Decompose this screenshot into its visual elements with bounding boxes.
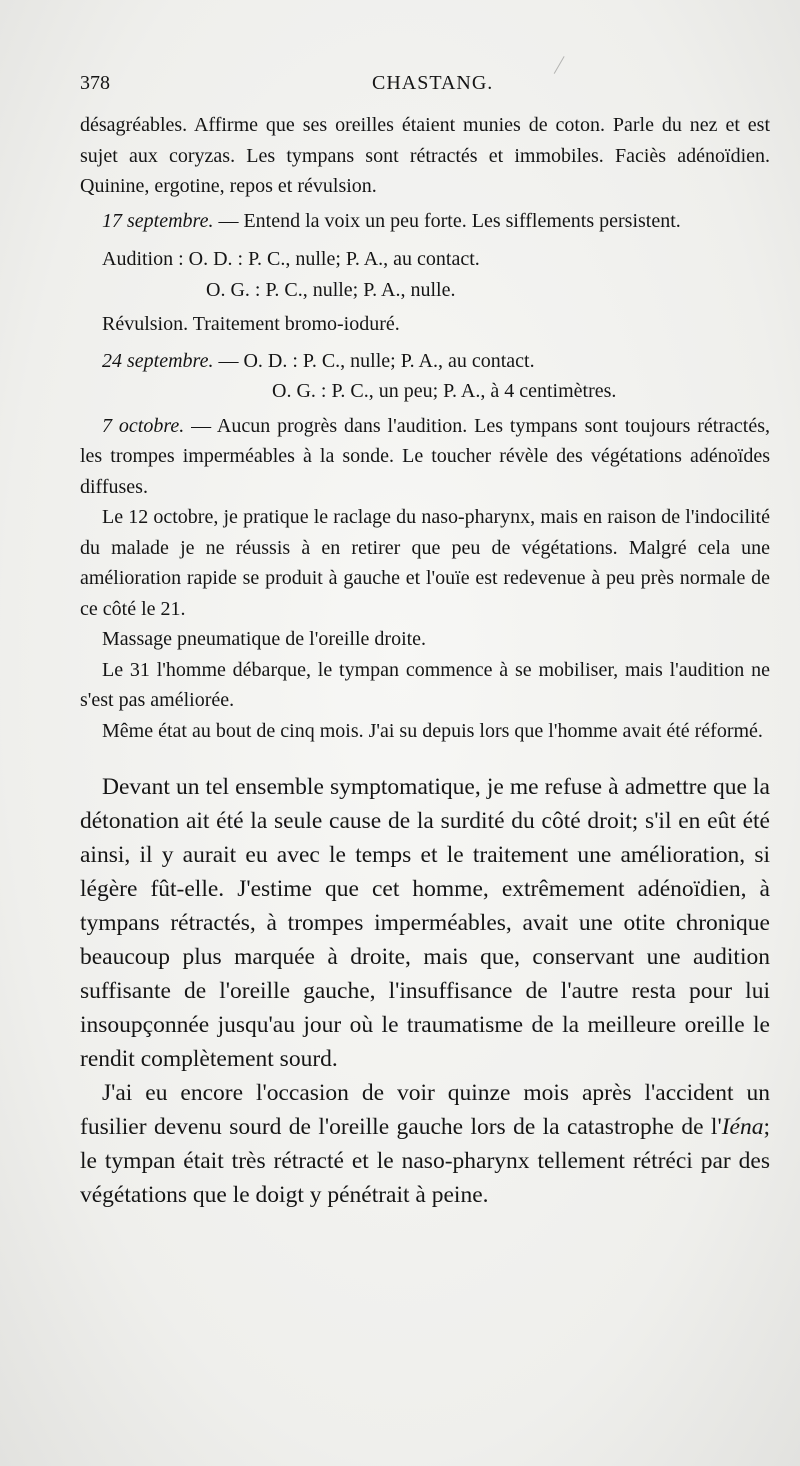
- paragraph-meme-etat: Même état au bout de cinq mois. J'ai su depuis lors que l'homme avait été réformé.: [102, 719, 763, 742]
- paragraph-31: Le 31 l'homme débarque, le tympan commence à se mobiliser, mais l'audition ne s'est pas améliorée.: [80, 658, 770, 711]
- paragraph-7-octobre: [80, 411, 770, 503]
- paragraph-discussion: Devant un tel ensemble symptomatique, je me refuse à admettre que la détonation ait été la seule cause de la surdité du côté droit; s'il en eût été ainsi, il y aurait eu avec le temps et le traitement une amélioration, si légère fût-elle. J'estime que cet homme, extrêmement adénoïdien, à tympans rétractés, à trompes imperméables, avait une otite chronique beaucoup plus marquée à droite, mais que, conservant une audition suffisante de l'oreille gauche, l'insuffisance de l'autre resta pour lui insoupçonnée jusqu'au jour où le traumatisme de la meilleure oreille le rendit complètement sourd.: [80, 774, 770, 1072]
- ship-name: Iéna: [721, 1114, 764, 1140]
- running-head: CHASTANG.: [372, 72, 494, 94]
- paragraph-continuation: désagréables. Affirme que ses oreilles étaient munies de coton. Parle du nez et est sujet aux coryzas. Les tympans sont rétractés et immobiles. Faciès adénoïdien. Quinine, ergotine, repos et révulsion.: [80, 114, 770, 197]
- paragraph-massage: Massage pneumatique de l'oreille droite.: [102, 628, 427, 650]
- case-notes: [80, 110, 770, 746]
- discussion: [80, 770, 770, 1212]
- audition-line-od: Audition : O. D. : P. C., nulle; P. A., au contact.: [102, 248, 480, 270]
- paragraph-text: ; le tympan était très rétracté et le naso-pharynx tellement rétréci par des végétations que le doigt y pénétrait à peine.: [80, 1114, 770, 1208]
- paragraph-24-septembre: [102, 346, 770, 377]
- date-7-octobre: 7 octobre.: [102, 414, 185, 437]
- paragraph-text: — Entend la voix un peu forte. Les sifflements persistent.: [213, 209, 681, 232]
- scan-mark: [536, 46, 564, 74]
- date-24-septembre: 24 septembre.: [102, 349, 214, 372]
- paragraph-text: — Aucun progrès dans l'audition. Les tympans sont toujours rétractés, les trompes imperméables à la sonde. Le toucher révèle des végétations adénoïdes diffuses.: [80, 414, 770, 498]
- paragraph-17-septembre: [80, 206, 770, 237]
- audition-line-og: O. G. : P. C., nulle; P. A., nulle.: [206, 278, 456, 301]
- paragraph-revulsion: Révulsion. Traitement bromo-ioduré.: [102, 313, 400, 335]
- page-number: 378: [80, 72, 110, 94]
- paragraph-12-octobre: Le 12 octobre, je pratique le raclage du naso-pharynx, mais en raison de l'indocilité du malade je ne réussis à en retirer que peu de végétations. Malgré cela une amélioration rapide se produit à gauche et l'ouïe est redevenue à peu près normale de ce côté le 21.: [80, 506, 770, 620]
- paragraph-text: J'ai eu encore l'occasion de voir quinze mois après l'accident un fusilier devenu sourd de l'oreille gauche lors de la catastrophe de l': [80, 1080, 770, 1140]
- paragraph-text: — O. D. : P. C., nulle; P. A., au contact.: [213, 349, 535, 372]
- paragraph-24-septembre-og: O. G. : P. C., un peu; P. A., à 4 centimètres.: [272, 380, 617, 402]
- date-17-septembre: 17 septembre.: [102, 209, 214, 232]
- page-content: [80, 110, 770, 1212]
- paragraph-iena: [80, 1076, 770, 1212]
- page-header: [80, 72, 760, 102]
